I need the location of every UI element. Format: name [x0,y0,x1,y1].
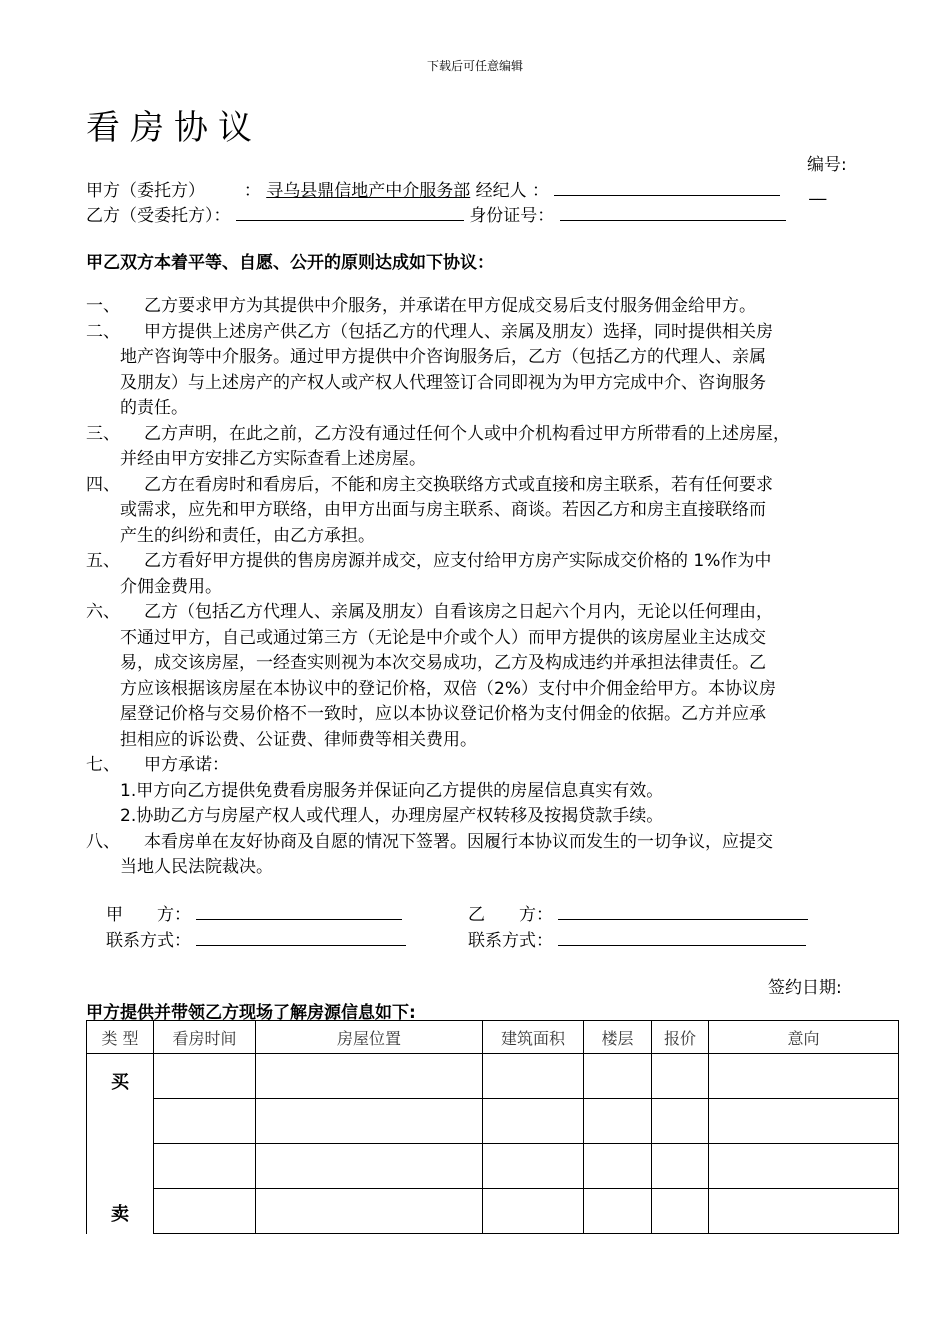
clause-text-continued: 产生的纠纷和责任，由乙方承担。 [120,525,375,546]
clause-text-continued: 易，成交该房屋，一经查实则视为本次交易成功，乙方及构成违约并承担法律责任。乙 [120,653,766,673]
table-row [87,1099,899,1144]
table-cell[interactable] [709,1189,899,1234]
party-a-row [86,176,826,201]
table-cell[interactable] [256,1054,483,1099]
clause-item [86,320,876,422]
clause-item [86,422,876,473]
table-cell[interactable] [709,1144,899,1189]
clause-item [86,830,876,881]
clause-item [86,294,876,320]
id-number-label: 身份证号： [469,206,555,226]
serial-label: 编号: [807,155,847,175]
table-cell[interactable] [584,1099,652,1144]
party-a-name: 寻乌县鼎信地产中介服务部 [266,181,471,201]
table-cell[interactable] [256,1144,483,1189]
table-cell[interactable] [483,1144,584,1189]
id-number-field[interactable] [560,202,786,221]
clause-text: 甲方承诺： [144,755,229,775]
clause-text: 乙方看好甲方提供的售房房源并成交，应支付给甲方房产实际成交价格的 1%作为中 [144,551,772,571]
clause-text-continued: 及朋友）与上述房产的产权人或产权人代理签订合同即视为为甲方完成中介、咨询服务 [120,372,766,393]
table-cell[interactable] [483,1189,584,1234]
table-cell[interactable] [709,1054,899,1099]
table-row [87,1054,899,1099]
clause-text: 乙方声明，在此之前，乙方没有通过任何个人或中介机构看过甲方所带看的上述房屋， [144,423,790,444]
table-cell[interactable] [483,1099,584,1144]
property-table [86,1020,899,1234]
sell-label: 卖 [111,1204,129,1225]
agreement-intro: 甲乙双方本着平等、自愿、公开的原则达成如下协议： [86,253,494,273]
table-cell[interactable] [584,1054,652,1099]
table-cell[interactable] [652,1099,709,1144]
clause-text-continued: 担相应的诉讼费、公证费、律师费等相关费用。 [120,729,477,750]
party-a-sign-row [106,900,402,925]
header-price: 报价 [652,1021,709,1054]
clause-number: 一、 [86,296,120,316]
buy-label: 买 [111,1072,129,1093]
header-floor: 楼层 [584,1021,652,1054]
trailing-mark: __ [809,181,827,201]
header-location: 房屋位置 [256,1021,483,1054]
header-intent: 意向 [709,1021,899,1054]
table-cell[interactable] [154,1054,256,1099]
clause-item [86,753,876,830]
party-a-colon: ： [243,181,261,201]
party-b-label: 乙方（受委托方）： [86,206,231,226]
party-b-sign-row [468,900,808,925]
party-a-contact-row [106,926,406,951]
clause-text-continued: 1.甲方向乙方提供免费看房服务并保证向乙方提供的房屋信息真实有效。 [120,780,664,801]
table-cell[interactable] [154,1099,256,1144]
clause-text-continued: 或需求，应先和甲方联络，由甲方出面与房主联系、商谈。若因乙方和房主直接联络而 [120,500,766,520]
clause-number: 二、 [86,321,120,342]
party-b-contact-field[interactable] [558,927,806,946]
header-area: 建筑面积 [483,1021,584,1054]
type-cell [87,1054,154,1234]
clause-number: 三、 [86,423,120,444]
clause-text: 甲方提供上述房产供乙方（包括乙方的代理人、亲属及朋友）选择，同时提供相关房 [144,321,773,342]
table-cell[interactable] [483,1054,584,1099]
table-cell[interactable] [256,1189,483,1234]
table-cell[interactable] [154,1189,256,1234]
table-cell[interactable] [256,1099,483,1144]
party-a-sign-label: 甲 方： [106,905,191,925]
party-b-sign-field[interactable] [558,901,808,920]
table-cell[interactable] [584,1189,652,1234]
sign-date-label: 签约日期: [768,978,842,998]
table-cell[interactable] [652,1144,709,1189]
agent-field[interactable] [554,177,780,196]
party-a-sign-field[interactable] [196,901,402,920]
table-cell[interactable] [652,1189,709,1234]
clause-text-continued: 的责任。 [120,398,188,418]
clause-number: 四、 [86,474,120,495]
table-cell[interactable] [652,1054,709,1099]
header-view-time: 看房时间 [154,1021,256,1054]
header-note: 下载后可任意编辑 [426,59,523,73]
clause-text-continued: 介佣金费用。 [120,576,222,597]
table-cell[interactable] [584,1144,652,1189]
clause-text-continued: 方应该根据该房屋在本协议中的登记价格，双倍（2%）支付中介佣金给甲方。本协议房 [120,678,776,699]
table-row [87,1189,899,1234]
party-a-contact-label: 联系方式： [106,931,191,951]
clause-text: 乙方要求甲方为其提供中介服务，并承诺在甲方促成交易后支付服务佣金给甲方。 [144,296,756,316]
clause-text-continued: 地产咨询等中介服务。通过甲方提供中介咨询服务后，乙方（包括乙方的代理人、亲属 [120,347,766,367]
clause-item [86,600,876,753]
clause-text-continued: 2.协助乙方与房屋产权人或代理人，办理房屋产权转移及按揭贷款手续。 [120,806,664,826]
table-row [87,1144,899,1189]
agent-label: 经纪人 ： [475,181,550,201]
party-a-contact-field[interactable] [196,927,406,946]
clause-text: 乙方在看房时和看房后，不能和房主交换联络方式或直接和房主联系，若有任何要求 [144,474,773,495]
table-header-row [87,1021,899,1054]
clause-text: 本看房单在友好协商及自愿的情况下签署。因履行本协议而发生的一切争议，应提交 [144,831,773,852]
table-cell[interactable] [154,1144,256,1189]
table-cell[interactable] [709,1099,899,1144]
clause-text-continued: 屋登记价格与交易价格不一致时，应以本协议登记价格为支付佣金的依据。乙方并应承 [120,704,766,724]
table-intro: 甲方提供并带领乙方现场了解房源信息如下: [86,1003,416,1023]
party-a-label: 甲方（委托方） [86,181,205,201]
clause-item [86,473,876,550]
party-b-contact-label: 联系方式： [468,931,553,951]
party-b-contact-row [468,926,806,951]
clause-text-continued: 不通过甲方，自己或通过第三方（无论是中介或个人）而甲方提供的该房屋业主达成交 [120,627,766,648]
clause-number: 六、 [86,602,120,622]
header-type: 类 型 [87,1021,154,1054]
party-b-row [86,201,786,226]
clause-text-continued: 并经由甲方安排乙方实际查看上述房屋。 [120,449,426,469]
page-title: 看房协议 [86,108,262,148]
clause-number: 八、 [86,831,120,852]
party-b-name-field[interactable] [236,202,464,221]
clause-text-continued: 当地人民法院裁决。 [120,857,273,877]
clause-number: 七、 [86,755,120,775]
clause-text: 乙方（包括乙方代理人、亲属及朋友）自看该房之日起六个月内，无论以任何理由， [144,602,773,622]
party-b-sign-label: 乙 方： [468,905,553,925]
clause-number: 五、 [86,551,120,571]
clause-item [86,549,876,600]
